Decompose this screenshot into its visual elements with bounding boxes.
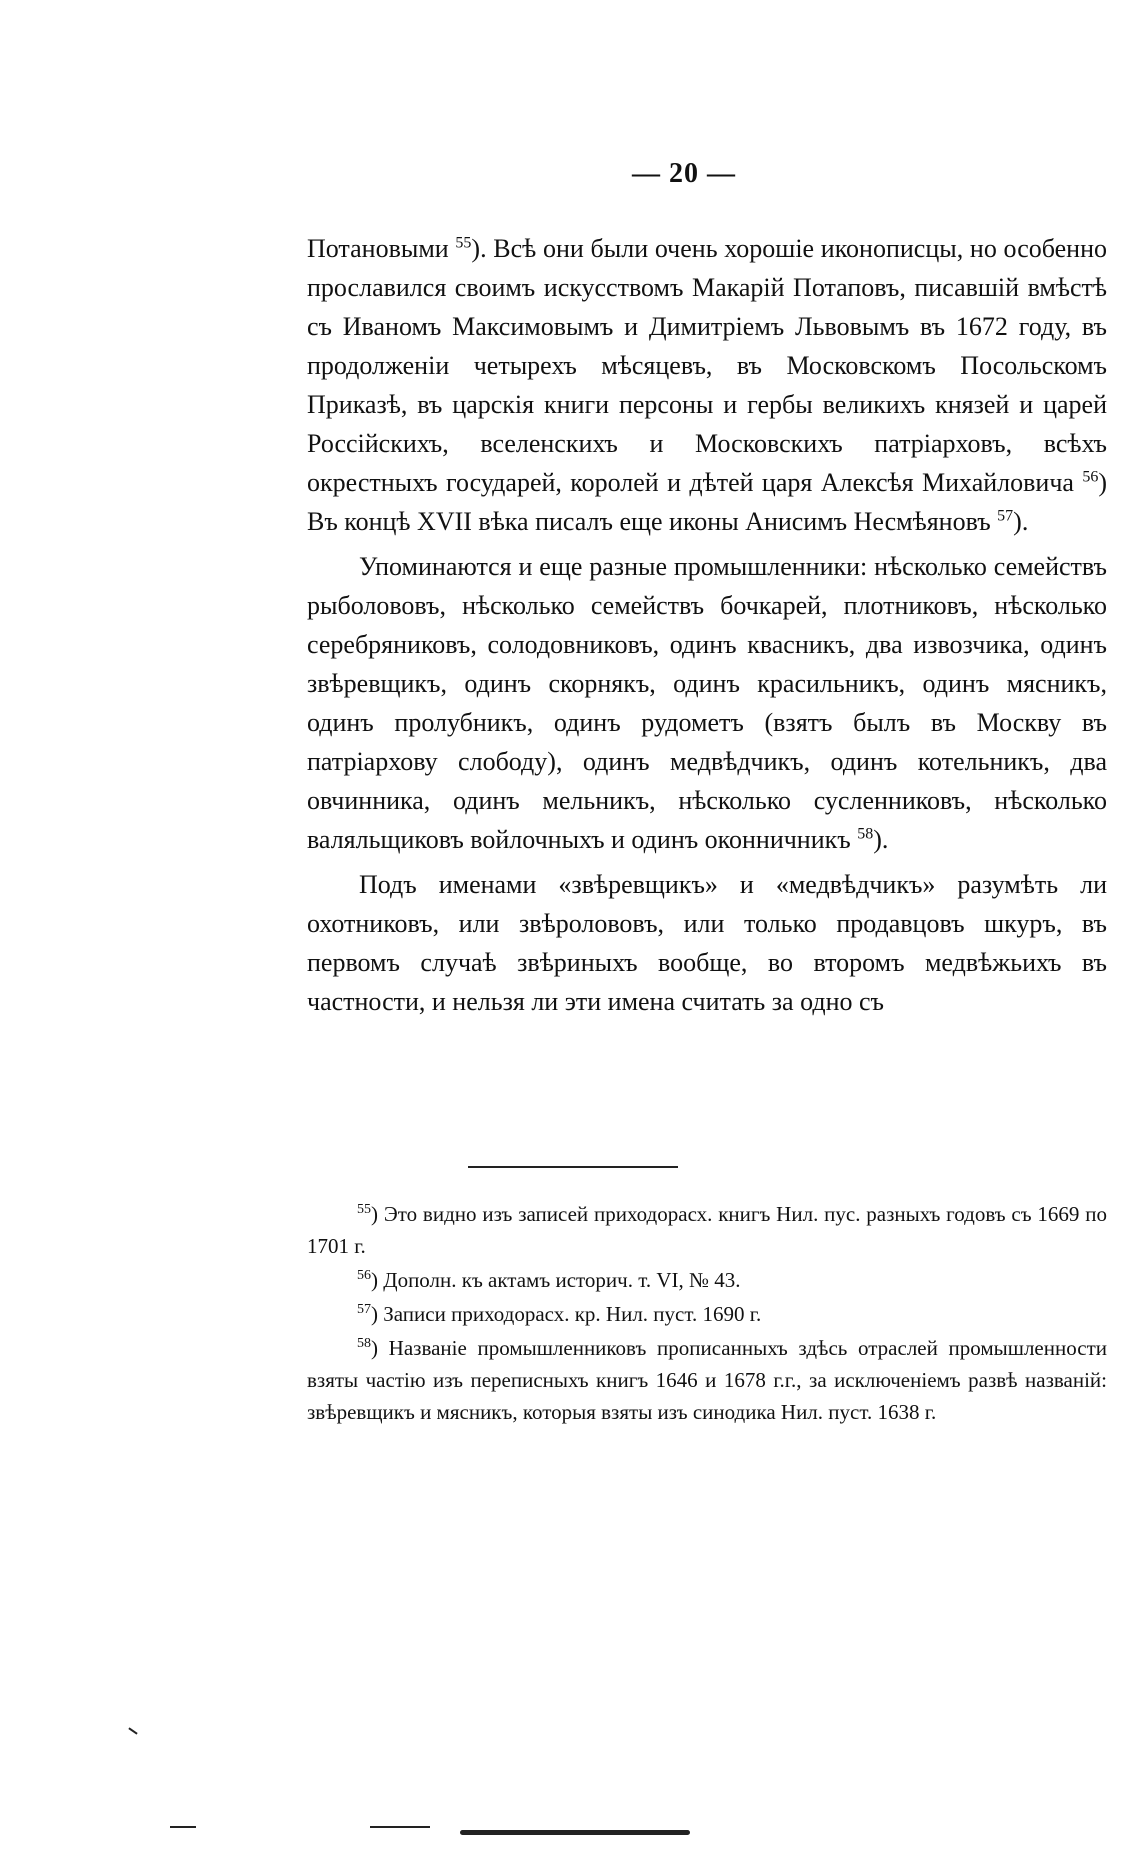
footnote-text: ) Записи приходорасх. кр. Нил. пуст. 1690 г.	[371, 1302, 762, 1326]
paragraph-3	[307, 865, 1107, 1021]
paragraph-2	[307, 547, 1107, 859]
text-run: ) Въ концѣ XVII вѣка писалъ еще иконы Анисимъ Несмѣяновъ	[307, 468, 1107, 536]
footnote-ref-57: 57	[997, 507, 1014, 525]
scan-mark	[370, 1826, 430, 1828]
footnote-58	[307, 1332, 1107, 1428]
scan-mark	[170, 1826, 196, 1828]
footnote-57	[307, 1298, 1107, 1330]
text-run: ). Всѣ они были очень хорошіе иконописцы, но особенно прославился своимъ искусствомъ Макарій Потаповъ, писавшій вмѣстѣ съ Иваномъ Максимовымъ и Димитріемъ Львовымъ въ 1672 году, въ продолженіи четырехъ мѣсяцевъ, въ Московскомъ Посольскомъ Приказѣ, въ царскія книги персоны и гербы великихъ князей и царей Россійскихъ, вселенскихъ и Московскихъ патріарховъ, всѣхъ окрестныхъ государей, королей и дѣтей царя Алексѣя Михайловича	[307, 234, 1107, 497]
footnote-text: ) Это видно изъ записей приходорасх. книгъ Нил. пус. разныхъ годовъ съ 1669 по 1701 г.	[307, 1202, 1107, 1258]
footnote-ref-58: 58	[857, 825, 874, 843]
footnote-separator	[468, 1166, 678, 1168]
text-run: Упоминаются и еще разные промышленники: нѣсколько семействъ рыболововъ, нѣсколько семействъ бочкарей, плотниковъ, нѣсколько серебряниковъ, солодовниковъ, одинъ квасникъ, два извозчика, одинъ звѣревщикъ, одинъ скорнякъ, одинъ красильникъ, одинъ мясникъ, одинъ пролубникъ, одинъ рудометъ (взятъ былъ въ Москву въ патріархову слободу), одинъ медвѣдчикъ, одинъ котельникъ, два овчинника, одинъ мельникъ, нѣсколько сусленниковъ, нѣсколько валяльщиковъ войлочныхъ и одинъ оконничникъ	[307, 552, 1107, 854]
paragraph-1	[307, 229, 1107, 541]
scan-mark	[460, 1830, 690, 1835]
footnote-ref-56: 56	[1082, 468, 1099, 486]
footnote-text: ) Названіе промышленниковъ прописанныхъ здѣсь отраслей промышленности взяты частію изъ переписныхъ книгъ 1646 и 1678 г.г., за исключеніемъ развѣ названій: звѣревщикъ и мясникъ, которыя взяты изъ синодика Нил. пуст. 1638 г.	[307, 1336, 1107, 1424]
footnote-mark: 56	[357, 1268, 371, 1283]
footnote-56	[307, 1264, 1107, 1296]
text-run: Подъ именами «звѣревщикъ» и «медвѣдчикъ» разумѣть ли охотниковъ, или звѣролововъ, или только продавцовъ шкуръ, въ первомъ случаѣ звѣриныхъ вообще, во второмъ медвѣжьихъ въ частности, и нельзя ли эти имена считать за одно съ	[307, 870, 1107, 1016]
footnote-mark: 57	[357, 1302, 371, 1317]
text-run: ).	[873, 825, 889, 854]
page-number: — 20 —	[632, 158, 736, 189]
footnote-ref-55: 55	[455, 234, 472, 252]
main-text	[307, 229, 1107, 1021]
footnote-mark: 55	[357, 1202, 371, 1217]
footnote-text: ) Дополн. къ актамъ историч. т. VI, № 43.	[371, 1268, 741, 1292]
scan-mark	[128, 1727, 137, 1734]
text-run: Потановыми	[307, 234, 456, 263]
footnotes	[307, 1198, 1107, 1430]
text-run: ).	[1013, 507, 1029, 536]
footnote-mark: 58	[357, 1336, 371, 1351]
footnote-55	[307, 1198, 1107, 1262]
